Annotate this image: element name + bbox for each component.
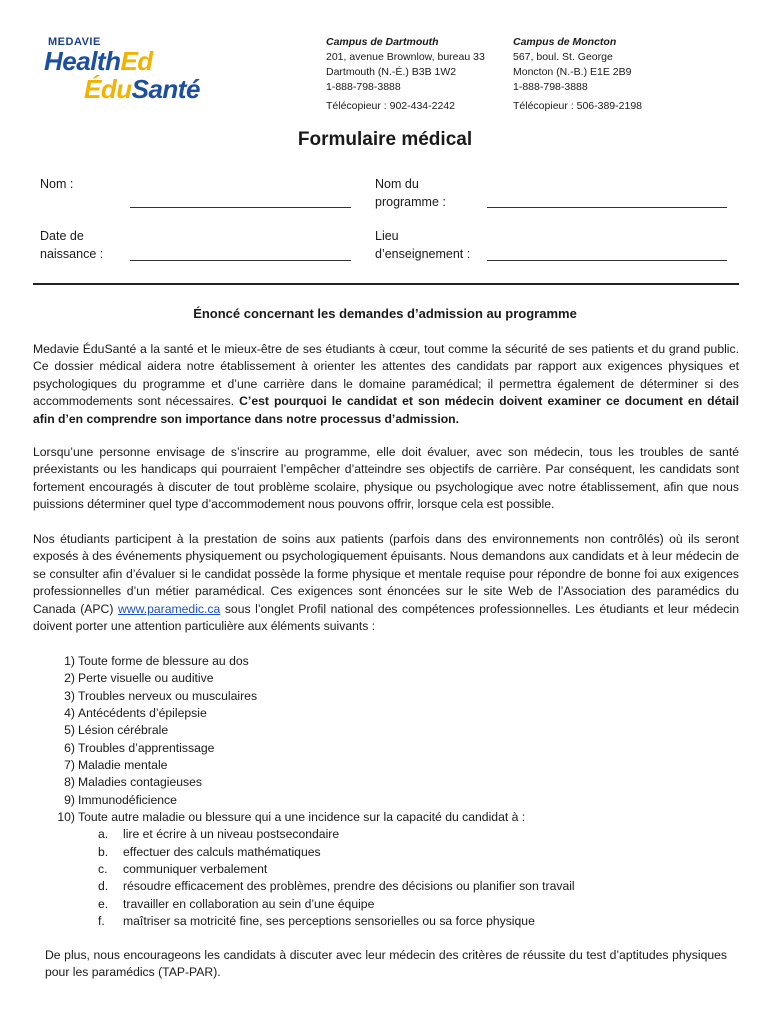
sublist-letter: a.: [98, 827, 109, 842]
sublist-text: lire et écrire à un niveau postsecondaire: [123, 827, 340, 842]
section-heading: Énoncé concernant les demandes d’admission au programme: [193, 306, 577, 321]
location-label-line1: Lieu: [375, 229, 399, 243]
list-item: [53, 705, 733, 722]
list-item: [53, 792, 733, 809]
list-item: [53, 653, 733, 670]
list-number: 8): [64, 775, 75, 790]
campus-address-line2: Dartmouth (N.-É.) B3B 1W2: [326, 66, 457, 78]
program-label-line1: Nom du: [375, 177, 419, 191]
list-item: [53, 740, 733, 757]
list-item: [53, 722, 733, 739]
sublist-letter: f.: [98, 914, 105, 929]
campus-moncton-address: [513, 35, 642, 114]
intro-paragraph: [33, 341, 739, 428]
campus-fax: Télécopieur : 506-389-2198: [513, 100, 643, 112]
list-text: Lésion cérébrale: [78, 723, 169, 738]
list-text: Maladies contagieuses: [78, 775, 202, 790]
program-label-line2: programme :: [375, 195, 446, 209]
campus-title: Campus de Moncton: [513, 36, 617, 48]
list-text: Immunodéficience: [78, 792, 177, 807]
dob-label-line1: Date de: [40, 229, 84, 243]
campus-fax: Télécopieur : 902-434-2242: [326, 100, 456, 112]
campus-address-line1: 567, boul. St. George: [513, 51, 613, 63]
list-text: Antécédents d’épilepsie: [78, 706, 207, 721]
dob-field[interactable]: [130, 260, 351, 261]
list-item: [53, 670, 733, 687]
sublist-item: [78, 913, 733, 930]
list-item: [53, 757, 733, 774]
intro-bold-text: C’est pourquoi le candidat et son médecin doivent examiner ce document en détail afin d’en comprendre son importance dans notre processus d’admission.: [33, 394, 739, 426]
campus-address-line2: Moncton (N.-B.) E1E 2B9: [513, 66, 632, 78]
logo-medavie-text: MEDAVIE: [48, 36, 101, 48]
campus-address-line1: 201, avenue Brownlow, bureau 33: [326, 51, 485, 63]
campus-phone: 1-888-798-3888: [326, 81, 401, 93]
list-number: 10): [57, 810, 75, 825]
sublist-text: travailler en collaboration au sein d’une équipe: [123, 896, 375, 911]
sublist-text: communiquer verbalement: [123, 862, 268, 877]
list-number: 7): [64, 758, 75, 773]
sublist-letter: d.: [98, 879, 109, 894]
campus-dartmouth-address: [326, 35, 485, 114]
intro-text: Medavie ÉduSanté a la santé et le mieux-être de ses étudiants à cœur, tout comme la sécurité de ses patients et du grand public. Ce dossier médical aidera notre établissement à orienter les attentes des candidats par rapport aux exigences physiques et psychologiques du programme et d’une carrière dans le domaine paramédical; il permettra également de déterminer si des accommodements sont nécessaires.: [33, 342, 739, 409]
list-text: Troubles d’apprentissage: [78, 740, 215, 755]
abilities-sublist: [78, 826, 733, 930]
requirements-paragraph: [33, 531, 739, 635]
sublist-item: [78, 844, 733, 861]
dob-label: [40, 227, 103, 263]
sublist-text: maîtriser sa motricité fine, ses perceptions sensorielles ou sa force physique: [123, 914, 535, 929]
logo-edusante-text: [84, 74, 200, 105]
list-text: Toute forme de blessure au dos: [78, 654, 249, 668]
location-label-line2: d’enseignement :: [375, 247, 471, 261]
fitness-test-paragraph: De plus, nous encourageons les candidats à discuter avec leur médecin des critères de réussite du test d’aptitudes physiques pour les paramédics (TAP-PAR).: [45, 948, 727, 980]
list-text: Maladie mentale: [78, 758, 168, 773]
location-label: [375, 227, 470, 263]
requirements-text: Nos étudiants participent à la prestation de soins aux patients (parfois dans des environnements non contrôlés) où ils seront exposés à des événements physiquement ou psychologiquement épuisants. Nous demandons aux candidats et à leur médecin de se consulter afin d’évaluer si le candidat possède la forme physique et mentale requise pour répondre de bonne foi aux exigences professionnelles d’un métier paramédical. Ces exigences sont énoncées sur le site Web de l’Association des paramédics du Canada (APC): [33, 532, 739, 616]
sublist-letter: c.: [98, 862, 108, 877]
campus-phone: 1-888-798-3888: [513, 81, 588, 93]
sublist-item: [78, 861, 733, 878]
logo-health: Health: [44, 46, 121, 76]
sublist-letter: e.: [98, 896, 109, 911]
conditions-list: [53, 653, 733, 931]
medavie-healthed-logo: [44, 36, 244, 106]
program-label: [375, 175, 446, 211]
sublist-letter: b.: [98, 844, 109, 859]
sublist-item: [78, 826, 733, 843]
evaluation-paragraph: Lorsqu’une personne envisage de s’inscrire au programme, elle doit évaluer, avec son médecin, tous les troubles de santé préexistants ou les handicaps qui pourraient l’empêcher d’atteindre ses objectifs de carrière. Par conséquent, les candidats sont fortement encouragés à discuter de tout problème scolaire, physique ou psychologique avec notre établissement, afin que nous puissions déterminer quel type d’accommodement nous pouvons offrir, lorsque cela est possible.: [33, 445, 739, 512]
dob-label-line2: naissance :: [40, 247, 104, 261]
location-field[interactable]: [487, 260, 727, 261]
list-number: 6): [64, 740, 75, 755]
page-title: Formulaire médical: [297, 129, 473, 150]
section-divider: [33, 283, 739, 285]
campus-title: Campus de Dartmouth: [326, 36, 439, 48]
list-number: 4): [64, 706, 75, 721]
list-number: 2): [64, 671, 75, 686]
logo-ed: Ed: [120, 46, 153, 76]
list-text: Perte visuelle ou auditive: [78, 671, 214, 686]
list-text: Troubles nerveux ou musculaires: [78, 688, 258, 703]
list-number: 9): [64, 792, 75, 807]
paramedic-website-link[interactable]: www.paramedic.ca: [117, 601, 221, 616]
list-number: 5): [64, 723, 75, 738]
logo-sante: Santé: [131, 74, 200, 104]
list-text: Toute autre maladie ou blessure qui a une incidence sur la capacité du candidat à :: [78, 810, 526, 825]
sublist-item: [78, 878, 733, 895]
list-item: [53, 688, 733, 705]
list-item: [53, 774, 733, 791]
list-number: 1): [64, 654, 75, 668]
logo-healthed-text: [44, 46, 153, 77]
program-field[interactable]: [487, 207, 727, 208]
sublist-text: effectuer des calculs mathématiques: [123, 844, 321, 859]
name-field[interactable]: [130, 207, 351, 208]
requirements-text-end: sous l’onglet Profil national des compétences professionnelles. Les étudiants et leur médecin doivent porter une attention particulière aux éléments suivants :: [33, 601, 739, 634]
logo-edu: Édu: [84, 74, 132, 104]
sublist-text: résoudre efficacement des problèmes, prendre des décisions ou planifier son travail: [123, 879, 575, 894]
list-number: 3): [64, 688, 75, 703]
sublist-item: [78, 896, 733, 913]
name-label: Nom :: [40, 177, 74, 191]
list-item: [53, 809, 733, 930]
